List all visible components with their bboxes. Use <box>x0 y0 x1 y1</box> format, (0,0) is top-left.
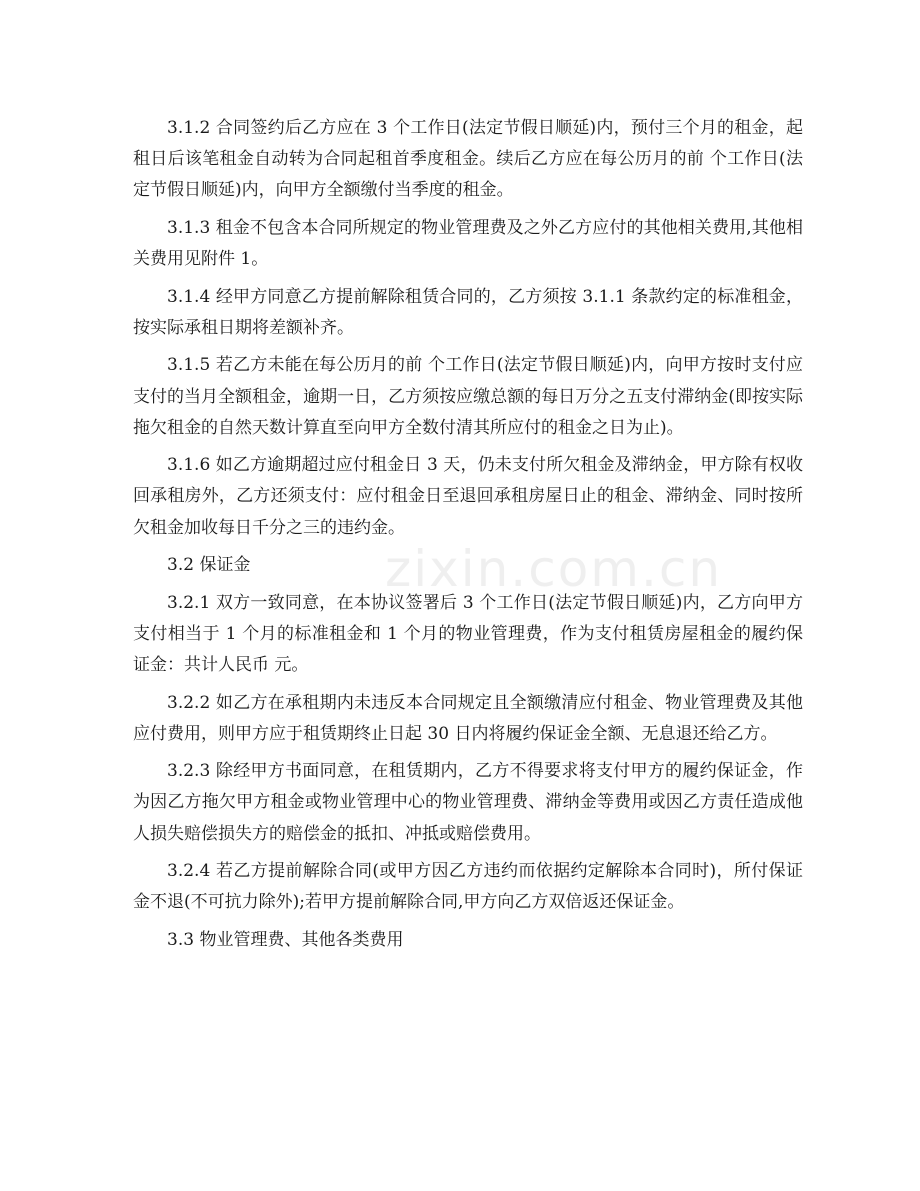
clause-3-1-6: 3.1.6 如乙方逾期超过应付租金日 3 天，仍未支付所欠租金及滞纳金，甲方除有权收回承租房外，乙方还须支付：应付租金日至退回承租房屋日止的租金、滞纳金、同时按所欠租金加收每日千分之三的违约金。 <box>133 455 803 538</box>
clause-3-1-5: 3.1.5 若乙方未能在每公历月的前 个工作日(法定节假日顺延)内，向甲方按时支付应支付的当月全额租金，逾期一日，乙方须按应缴总额的每日万分之五支付滞纳金(即按实际拖欠租金的自然天数计算直至向甲方全数付清其所应付的租金之日为止)。 <box>133 355 803 438</box>
clause-3-1-2: 3.1.2 合同签约后乙方应在 3 个工作日(法定节假日顺延)内，预付三个月的租金，起租日后该笔租金自动转为合同起租首季度租金。续后乙方应在每公历月的前 个工作日(法定节假日顺延)内，向甲方全额缴付当季度的租金。 <box>133 118 803 201</box>
clause-3-2-3: 3.2.3 除经甲方书面同意，在租赁期内，乙方不得要求将支付甲方的履约保证金，作为因乙方拖欠甲方租金或物业管理中心的物业管理费、滞纳金等费用或因乙方责任造成他人损失赔偿损失方的赔偿金的抵扣、冲抵或赔偿费用。 <box>133 761 803 844</box>
section-heading-3-2: 3.2 保证金 <box>167 555 251 576</box>
clause-3-1-3: 3.1.3 租金不包含本合同所规定的物业管理费及之外乙方应付的其他相关费用,其他相关费用见附件 1。 <box>133 217 803 270</box>
clause-3-1-4: 3.1.4 经甲方同意乙方提前解除租赁合同的，乙方须按 3.1.1 条款约定的标准租金，按实际承租日期将差额补齐。 <box>133 286 803 338</box>
clause-3-2-1: 3.2.1 双方一致同意，在本协议签署后 3 个工作日(法定节假日顺延)内，乙方向甲方支付相当于 1 个月的标准租金和 1 个月的物业管理费，作为支付租赁房屋租金的履约保证金：共计人民币 元。 <box>133 592 803 676</box>
document-body <box>133 113 803 962</box>
clause-3-2-4: 3.2.4 若乙方提前解除合同(或甲方因乙方违约而依据约定解除本合同时)，所付保证金不退(不可抗力除外);若甲方提前解除合同,甲方向乙方双倍返还保证金。 <box>133 861 803 913</box>
section-heading-3-3: 3.3 物业管理费、其他各类费用 <box>167 929 404 950</box>
watermark: zixin.com.cn <box>385 540 723 598</box>
clause-3-2-2: 3.2.2 如乙方在承租期内未违反本合同规定且全额缴清应付租金、物业管理费及其他应付费用，则甲方应于租赁期终止日起 30 日内将履约保证金全额、无息退还给乙方。 <box>133 692 803 744</box>
